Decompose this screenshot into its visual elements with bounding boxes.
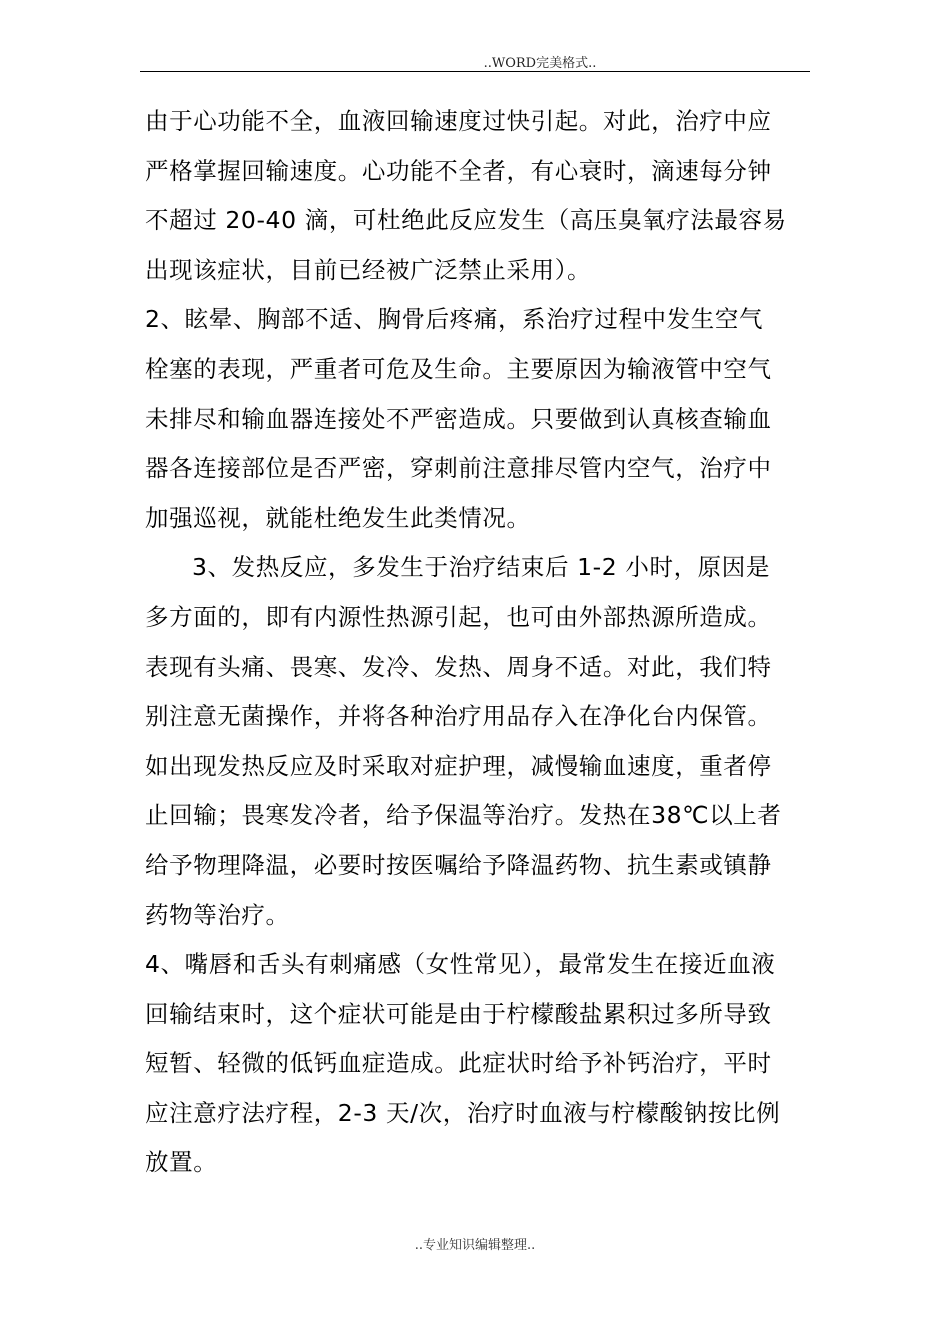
text-line: 加强巡视，就能杜绝发生此类情况。 — [145, 503, 531, 532]
text-line: 回输结束时，这个症状可能是由于柠檬酸盐累积过多所导致 — [145, 999, 772, 1028]
text-line: 放置。 — [145, 1148, 218, 1177]
header-divider — [140, 71, 810, 72]
text-line: 别注意无菌操作，并将各种治疗用品存入在净化台内保管。 — [145, 702, 772, 731]
text-line: 应注意疗法疗程，2-3 天/次，治疗时血液与柠檬酸钠按比例 — [145, 1098, 781, 1127]
text-line: 栓塞的表现，严重者可危及生命。主要原因为输液管中空气 — [145, 354, 772, 383]
text-line: 止回输；畏寒发冷者，给予保温等治疗。发热在38℃以上者 — [145, 801, 782, 830]
text-line: 短暂、轻微的低钙血症造成。此症状时给予补钙治疗，平时 — [145, 1049, 772, 1078]
page-footer: ..专业知识编辑整理.. — [414, 1238, 536, 1253]
text-line: 严格掌握回输速度。心功能不全者，有心衰时，滴速每分钟 — [145, 156, 772, 185]
text-line: 给予物理降温，必要时按医嘱给予降温药物、抗生素或镇静 — [145, 850, 772, 879]
text-line: 4、嘴唇和舌头有刺痛感（女性常见），最常发生在接近血液 — [145, 950, 776, 979]
document-body — [145, 97, 810, 1188]
text-line: 如出现发热反应及时采取对症护理，减慢输血速度，重者停 — [145, 751, 772, 780]
text-line: 由于心功能不全，血液回输速度过快引起。对此，治疗中应 — [145, 107, 772, 135]
page-header: ..WORD完美格式.. — [483, 56, 597, 71]
text-line: 未排尽和输血器连接处不严密造成。只要做到认真核查输血 — [145, 404, 772, 433]
text-line: 3、发热反应，多发生于治疗结束后 1-2 小时，原因是 — [192, 553, 770, 582]
text-line: 表现有头痛、畏寒、发冷、发热、周身不适。对此，我们特 — [145, 652, 772, 681]
text-line: 多方面的，即有内源性热源引起，也可由外部热源所造成。 — [145, 602, 772, 631]
text-line: 不超过 20-40 滴，可杜绝此反应发生（高压臭氧疗法最容易 — [145, 206, 787, 235]
text-line: 药物等治疗。 — [145, 900, 290, 929]
text-line: 器各连接部位是否严密，穿刺前注意排尽管内空气，治疗中 — [145, 454, 772, 483]
text-line: 出现该症状，目前已经被广泛禁止采用）。 — [145, 255, 592, 284]
text-line: 2、眩晕、胸部不适、胸骨后疼痛，系治疗过程中发生空气 — [145, 305, 764, 334]
